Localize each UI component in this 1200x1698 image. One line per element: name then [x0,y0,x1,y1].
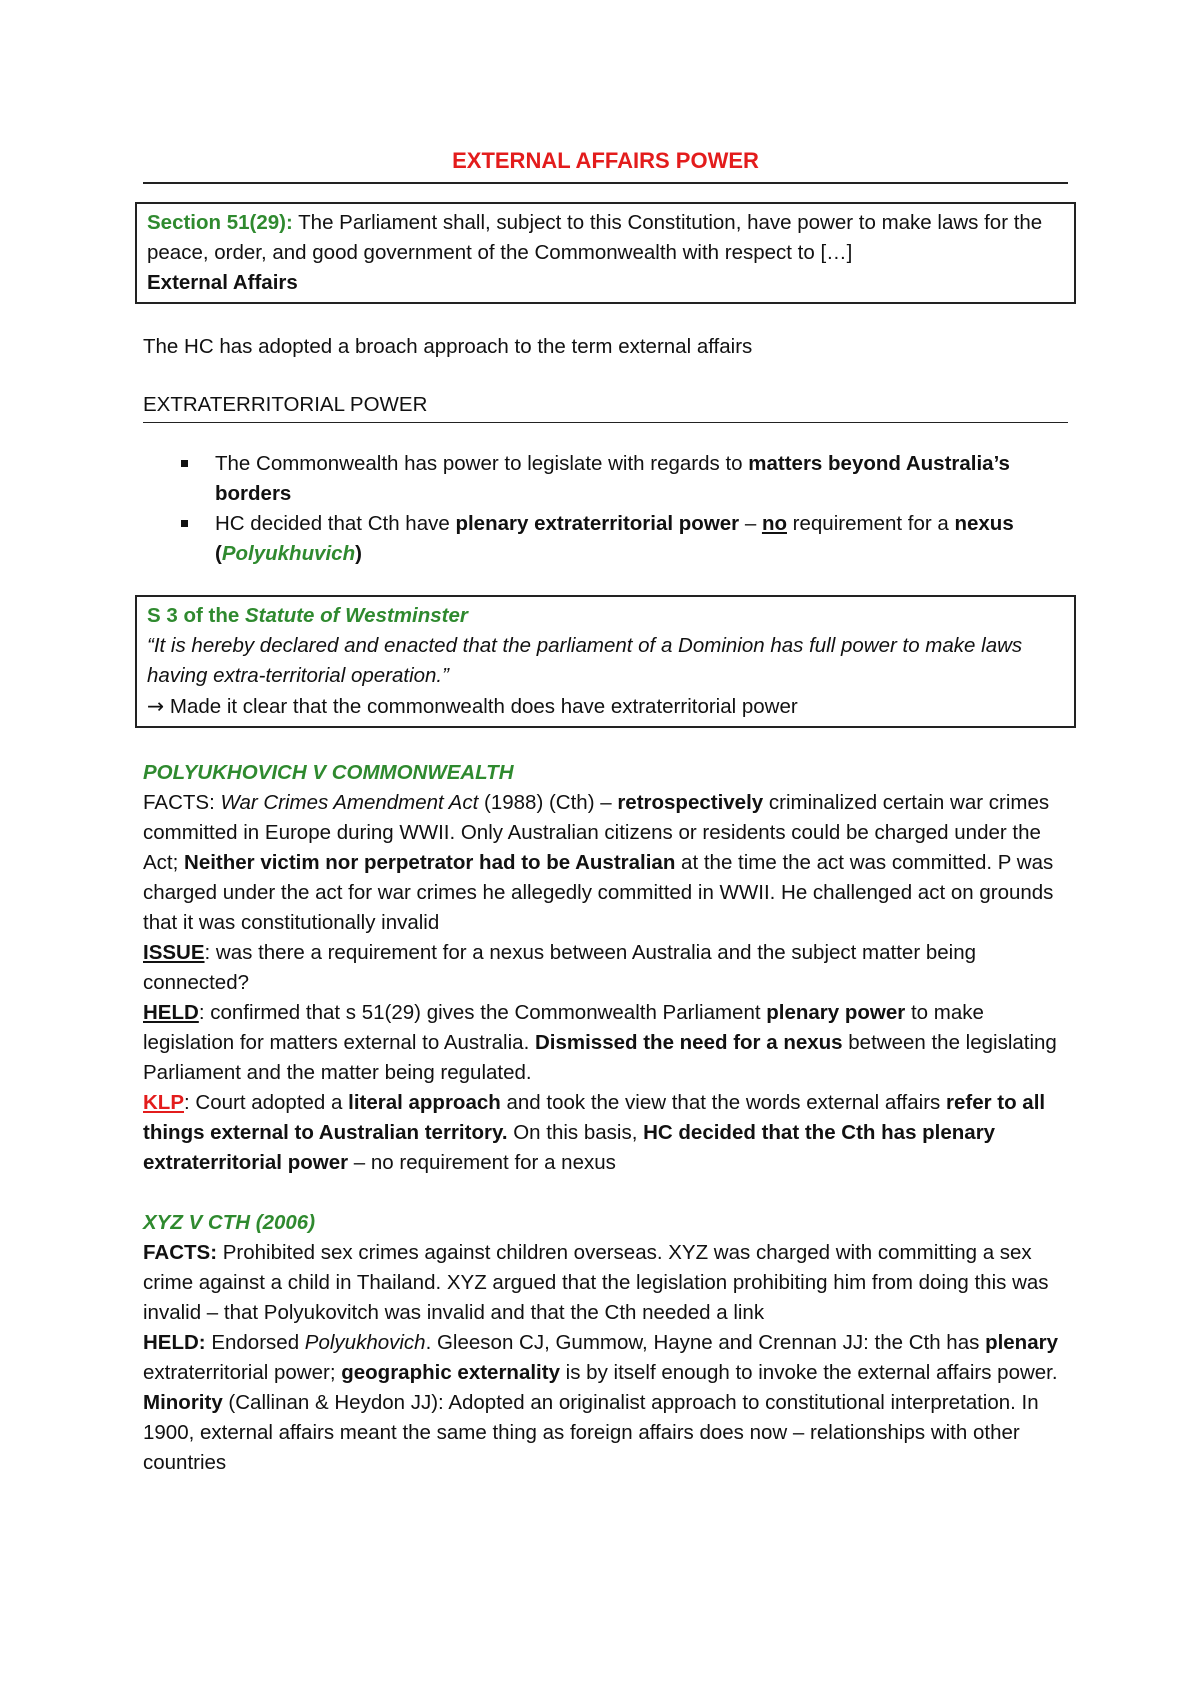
facts-bold: retrospectively [617,791,764,814]
case-klp [143,1088,1068,1178]
klp-bold: HC decided that the Cth has plenary extraterritorial power [143,1121,996,1174]
klp-label: KLP [143,1091,184,1114]
case-xyz [143,1208,1068,1478]
facts-label: FACTS: [143,791,221,814]
section-51-box [135,202,1076,304]
held-label: HELD: [143,1331,206,1354]
document-content [143,146,1068,1478]
bullet-bold-underline: no [761,512,787,535]
minority-text: (Callinan & Heydon JJ): Adopted an originalist approach to constitutional interpretation. In 1900, external affairs meant the same thing as foreign affairs does now – relationships with other countries [143,1391,1039,1474]
held-text: Endorsed [205,1331,305,1354]
issue-text: : was there a requirement for a nexus between Australia and the subject matter being connected? [143,941,977,994]
arrow-icon: → [147,694,165,718]
klp-text: – no requirement for a nexus [348,1151,616,1174]
held-text: between the legislating Parliament and the matter being regulated. [143,1031,1057,1084]
case-reference: Polyukhuvich [221,542,356,565]
statute-quote: “It is hereby declared and enacted that the parliament of a Dominion has full power to make laws having extra-territorial operation.” [147,634,1023,687]
case-held [143,1328,1068,1388]
extraterritorial-bullets [143,449,1068,569]
bullet-bold: matters beyond Australia’s borders [215,452,1010,505]
bullet-bold: ) [355,542,362,565]
page-title: EXTERNAL AFFAIRS POWER [143,146,1068,184]
facts-text: (1988) (Cth) – [478,791,618,814]
case-facts [143,1238,1068,1328]
klp-bold: refer to all things external to Australian territory. [143,1091,1046,1144]
section-last-line: External Affairs [147,271,298,294]
issue-label: ISSUE [143,941,205,964]
section-text: The Parliament shall, subject to this Constitution, have power to make laws for the peace, order, and good government of the Commonwealth with respect to […] [147,211,1043,264]
case-title: XYZ V CTH (2006) [143,1211,316,1234]
statute-note: Made it clear that the commonwealth does have extraterritorial power [164,695,798,718]
bullet-bold: nexus ( [215,512,1014,565]
bullet-text: – [739,512,762,535]
bullet-text: HC decided that Cth have [215,512,456,535]
act-name: War Crimes Amendment Act [220,791,479,814]
held-bold: geographic externality [341,1361,560,1384]
case-minority [143,1388,1068,1478]
held-bold: plenary power [766,1001,906,1024]
section-label: Section 51(29): [147,211,293,234]
extraterritorial-heading: EXTRATERRITORIAL POWER [143,390,1068,423]
bullet-item [215,449,1068,509]
facts-text: criminalized certain war crimes committed in Europe during WWII. Only Australian citizens or residents could be charged under the Act; [143,791,1050,874]
case-reference: Polyukhovich [304,1331,426,1354]
held-text: extraterritorial power; [143,1361,342,1384]
klp-text: On this basis, [507,1121,644,1144]
statute-box [135,595,1076,728]
klp-text: : Court adopted a [184,1091,349,1114]
held-text: is by itself enough to invoke the external affairs power. [559,1361,1058,1384]
case-polyukhovich [143,758,1068,1178]
facts-label: FACTS: [143,1241,218,1264]
bullet-text: requirement for a [786,512,955,535]
facts-text: at the time the act was committed. P was charged under the act for war crimes he allegedly committed in WWII. He challenged act on grounds that it was constitutionally invalid [143,851,1054,934]
held-bold: plenary [985,1331,1058,1354]
case-issue [143,938,1068,998]
statute-name: Statute of Westminster [244,604,468,627]
klp-bold: literal approach [348,1091,501,1114]
minority-label: Minority [143,1391,223,1414]
case-held [143,998,1068,1088]
case-facts [143,788,1068,938]
facts-bold: Neither victim nor perpetrator had to be Australian [184,851,676,874]
bullet-bold: plenary extraterritorial power [455,512,740,535]
bullet-item [215,509,1068,569]
intro-paragraph: The HC has adopted a broach approach to the term external affairs [143,335,753,358]
facts-text: Prohibited sex crimes against children overseas. XYZ was charged with committing a sex crime against a child in Thailand. XYZ argued that the legislation prohibiting him from doing this was invalid – that Polyukovitch was invalid and that the Cth needed a link [143,1241,1049,1324]
held-label: HELD [143,1001,199,1024]
statute-label: S 3 of the [147,604,245,627]
held-bold: Dismissed the need for a nexus [534,1031,843,1054]
held-text: : confirmed that s 51(29) gives the Commonwealth Parliament [198,1001,767,1024]
case-title: POLYUKHOVICH V COMMONWEALTH [143,761,514,784]
bullet-text: The Commonwealth has power to legislate with regards to [215,452,749,475]
klp-text: and took the view that the words external affairs [500,1091,946,1114]
held-text: . Gleeson CJ, Gummow, Hayne and Crennan JJ: the Cth has [425,1331,986,1354]
held-text: to make legislation for matters external to Australia. [143,1001,984,1054]
